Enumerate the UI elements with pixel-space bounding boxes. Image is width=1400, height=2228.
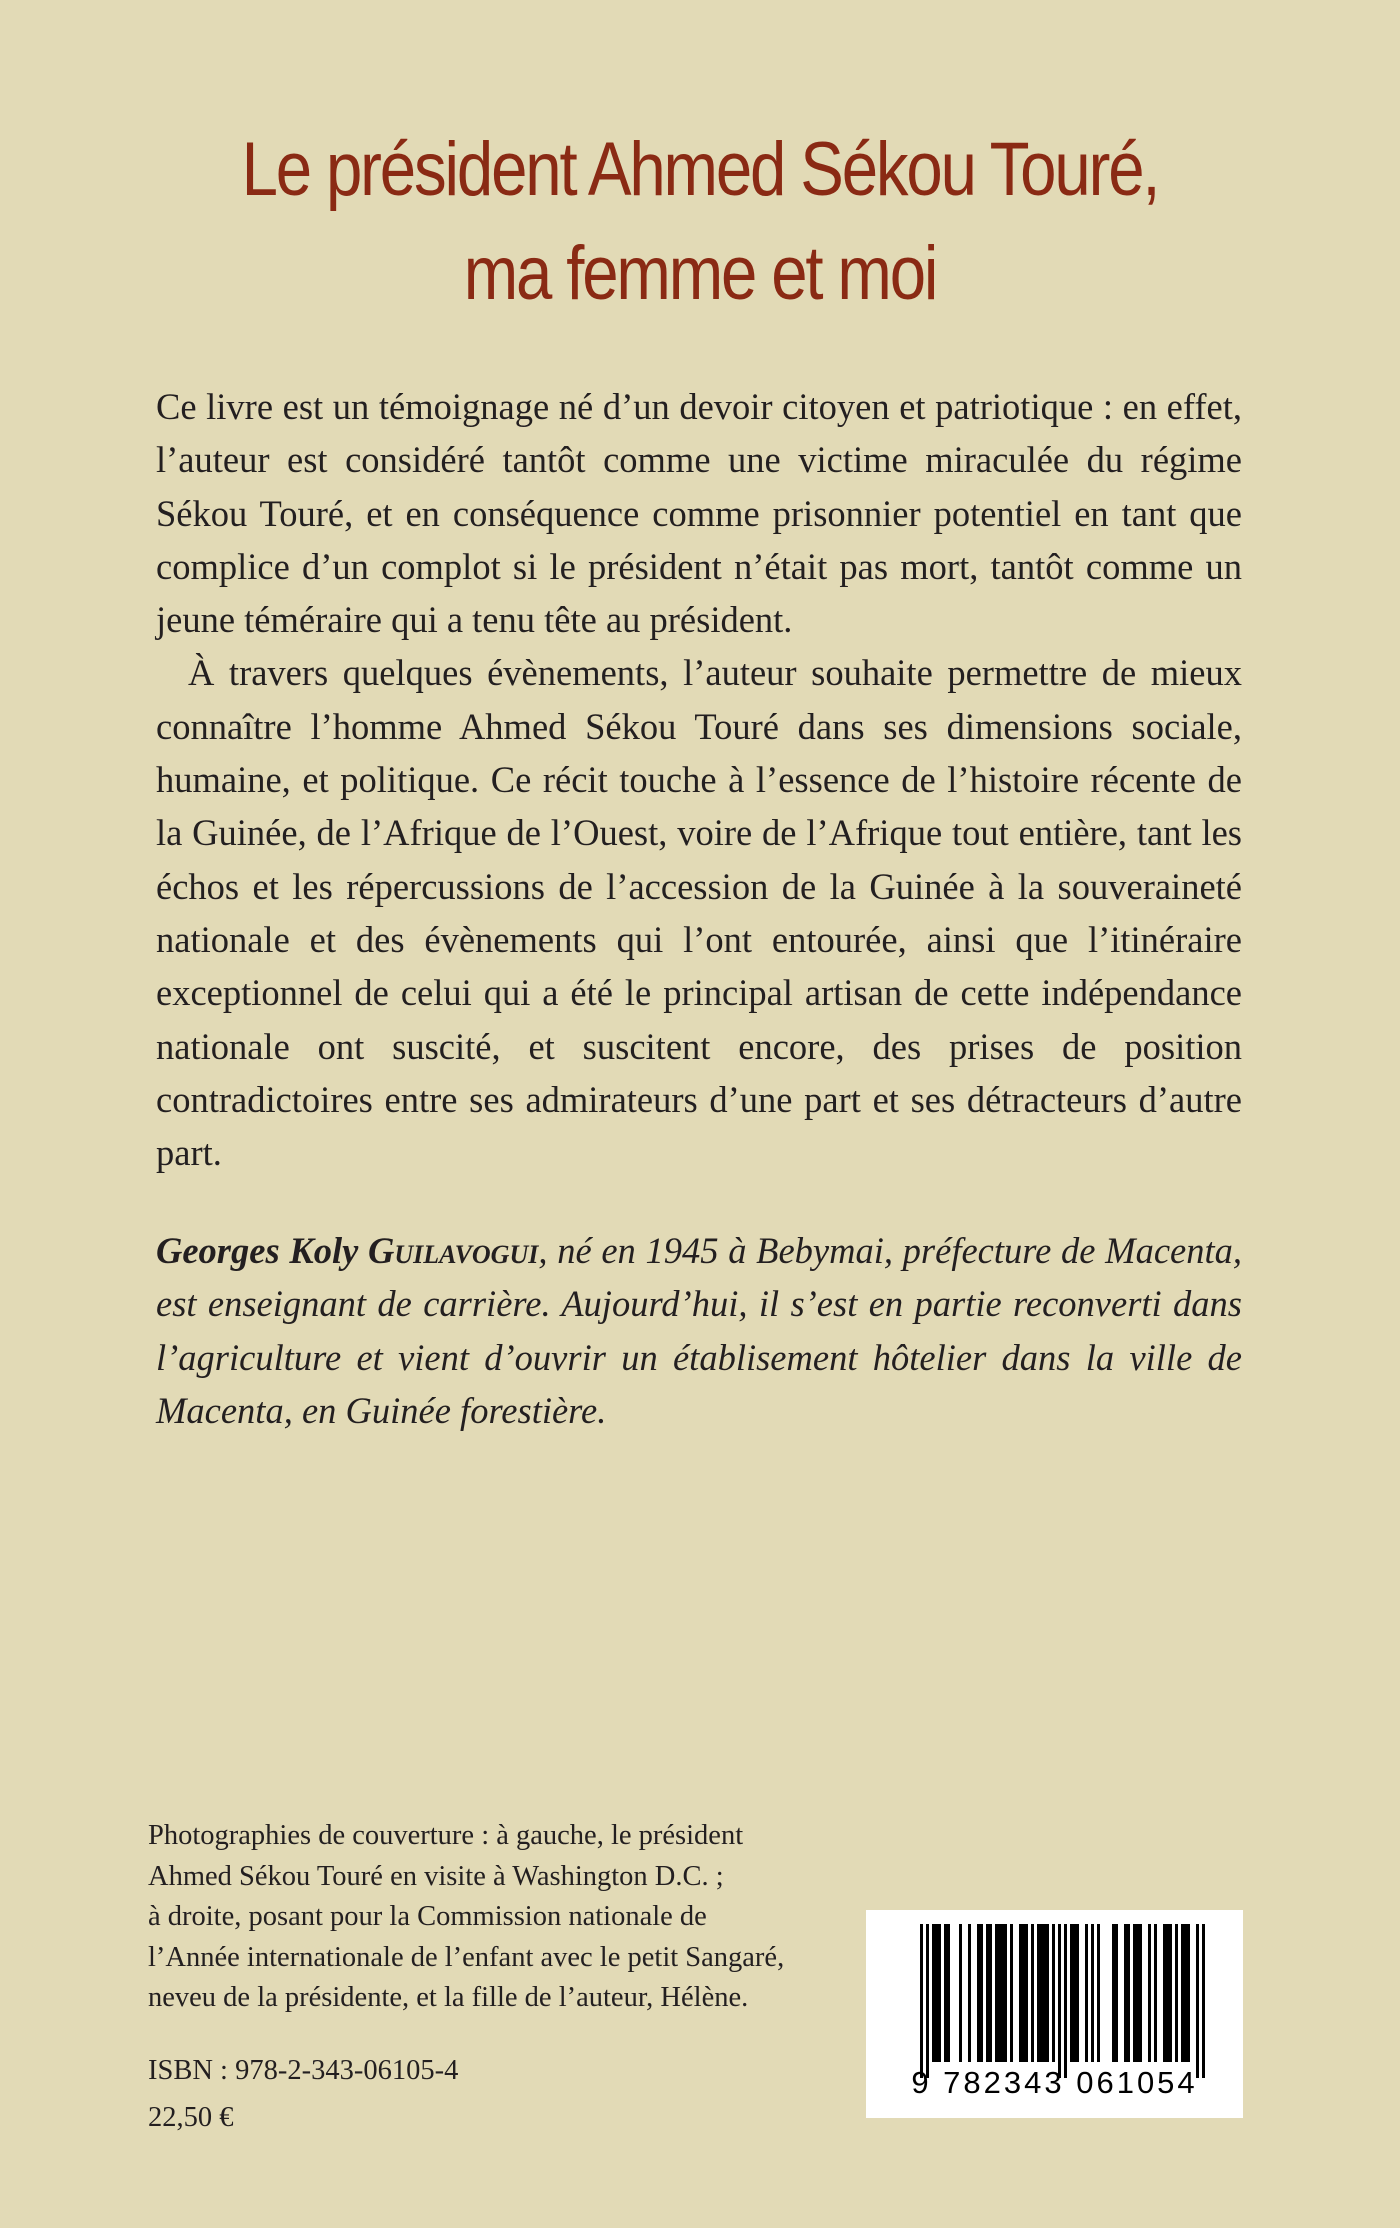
barcode-bar xyxy=(1076,1924,1079,2062)
barcode-bar xyxy=(1202,1924,1205,2078)
summary-paragraph-1: Ce livre est un témoignage né d’un devoir citoyen et patriotique : en effet, l’auteur est considéré tantôt comme une victime miraculée du régime Sékou Touré, et en conséquence comme prisonnier potentiel en tant que complice d’un complot si le président n’était pas mort, tantôt comme un jeune téméraire qui a tenu tête au président. xyxy=(156,386,1242,641)
photo-credits-line: Ahmed Sékou Touré en visite à Washington D.C. ; xyxy=(148,1860,724,1892)
barcode-bar xyxy=(1040,1924,1043,2062)
photo-credits xyxy=(148,1816,848,2019)
barcode-bar xyxy=(1127,1924,1130,2062)
barcode-bar xyxy=(1019,1924,1022,2062)
barcode-bar xyxy=(1175,1924,1178,2062)
barcode-bar xyxy=(977,1924,980,2062)
barcode-bar xyxy=(1187,1924,1190,2062)
barcode-bar xyxy=(944,1924,947,2062)
barcode-bar xyxy=(947,1924,950,2062)
barcode-bar xyxy=(1184,1924,1187,2062)
barcode-bar xyxy=(932,1924,935,2062)
author-last-name: Guilavogui xyxy=(368,1230,539,1271)
barcode-bar xyxy=(1025,1924,1028,2062)
barcode-digits: 9 782343 061054 xyxy=(911,2065,1198,2100)
summary-text xyxy=(156,380,1242,1179)
author-first-name: Georges Koly xyxy=(156,1230,359,1271)
barcode-bar xyxy=(989,1924,992,2062)
barcode-bar xyxy=(1196,1924,1199,2078)
isbn-number: ISBN : 978-2-343-06105-4 xyxy=(148,2055,459,2086)
barcode-bar xyxy=(980,1924,983,2062)
photo-credits-line: l’Année internationale de l’enfant avec le petit Sangaré, xyxy=(148,1941,785,1973)
photo-credits-line: neveu de la présidente, et la fille de l’auteur, Hélène. xyxy=(148,1982,749,2013)
barcode-bar xyxy=(1097,1924,1100,2062)
barcode-bar xyxy=(986,1924,989,2062)
barcode-bar xyxy=(1169,1924,1172,2062)
book-title-line-1: Le président Ahmed Sékou Touré, xyxy=(241,127,1159,212)
barcode-bar xyxy=(1043,1924,1046,2062)
barcode-bar xyxy=(1031,1924,1034,2062)
barcode-bar xyxy=(1124,1924,1127,2062)
barcode-bar xyxy=(1115,1924,1118,2062)
barcode-bar xyxy=(1070,1924,1073,2062)
author-bio-paragraph xyxy=(156,1224,1242,1437)
barcode-bar xyxy=(1010,1924,1013,2062)
barcode-bar xyxy=(1154,1924,1157,2062)
barcode-bar xyxy=(1046,1924,1049,2062)
barcode xyxy=(866,1910,1243,2118)
barcode-bar xyxy=(1058,1924,1061,2078)
barcode-bar xyxy=(995,1924,998,2062)
barcode-bar xyxy=(920,1924,923,2078)
barcode-bar xyxy=(1037,1924,1040,2062)
barcode-bar xyxy=(998,1924,1001,2062)
barcode-bar xyxy=(1052,1924,1055,2062)
barcode-bar xyxy=(1022,1924,1025,2062)
barcode-bar xyxy=(935,1924,938,2062)
barcode-bar xyxy=(959,1924,962,2062)
barcode-bar xyxy=(1085,1924,1088,2062)
barcode-bar xyxy=(1136,1924,1139,2062)
author-bio xyxy=(156,1224,1242,1437)
barcode-bar xyxy=(1001,1924,1004,2062)
photo-credits-line: Photographies de couverture : à gauche, le président xyxy=(148,1820,744,1851)
barcode-bar xyxy=(1004,1924,1007,2062)
barcode-bar xyxy=(1073,1924,1076,2062)
author-bio-text: , né en 1945 à Bebymai, préfecture de Macenta, est enseignant de carrière. Aujourd’hui, il s’est en partie reconverti dans l’agriculture et vient d’ouvrir un établisement hôtelier dans la ville de Macenta, en Guinée forestière. xyxy=(156,1230,1242,1431)
barcode-bar xyxy=(1139,1924,1142,2062)
price: 22,50 € xyxy=(148,2102,234,2133)
photo-credits-line: à droite, posant pour la Commission nationale de xyxy=(148,1901,707,1932)
barcode-bar xyxy=(1166,1924,1169,2062)
barcode-bar xyxy=(1163,1924,1166,2062)
barcode-bar xyxy=(1181,1924,1184,2062)
summary-paragraph-2: À travers quelques évènements, l’auteur souhaite permettre de mieux connaître l’homme Ahmed Sékou Touré dans ses dimensions sociale, humaine, et politique. Ce récit touche à l’essence de l’histoire récente de la Guinée, de l’Afrique de l’Ouest, voire de l’Afrique tout entière, tant les échos et les répercussions de l’accession de la Guinée à la souveraineté nationale et des évènements qui l’ont entourée, ainsi que l’itinéraire exceptionnel de celui qui a été le principal artisan de cette indépendance nationale ont suscité, et suscitent encore, des prises de position contradictoires entre ses admirateurs d’une part et ses détracteurs d’autre part. xyxy=(156,652,1242,1174)
book-title xyxy=(184,118,1216,326)
barcode-bar xyxy=(938,1924,941,2062)
barcode-bar xyxy=(1091,1924,1094,2062)
barcode-bar xyxy=(1148,1924,1151,2062)
barcode-bar xyxy=(968,1924,971,2062)
barcode-bar xyxy=(1133,1924,1136,2062)
barcode-bar xyxy=(1064,1924,1067,2078)
book-title-line-2: ma femme et moi xyxy=(463,231,937,316)
barcode-bar xyxy=(1112,1924,1115,2062)
barcode-bar xyxy=(926,1924,929,2078)
